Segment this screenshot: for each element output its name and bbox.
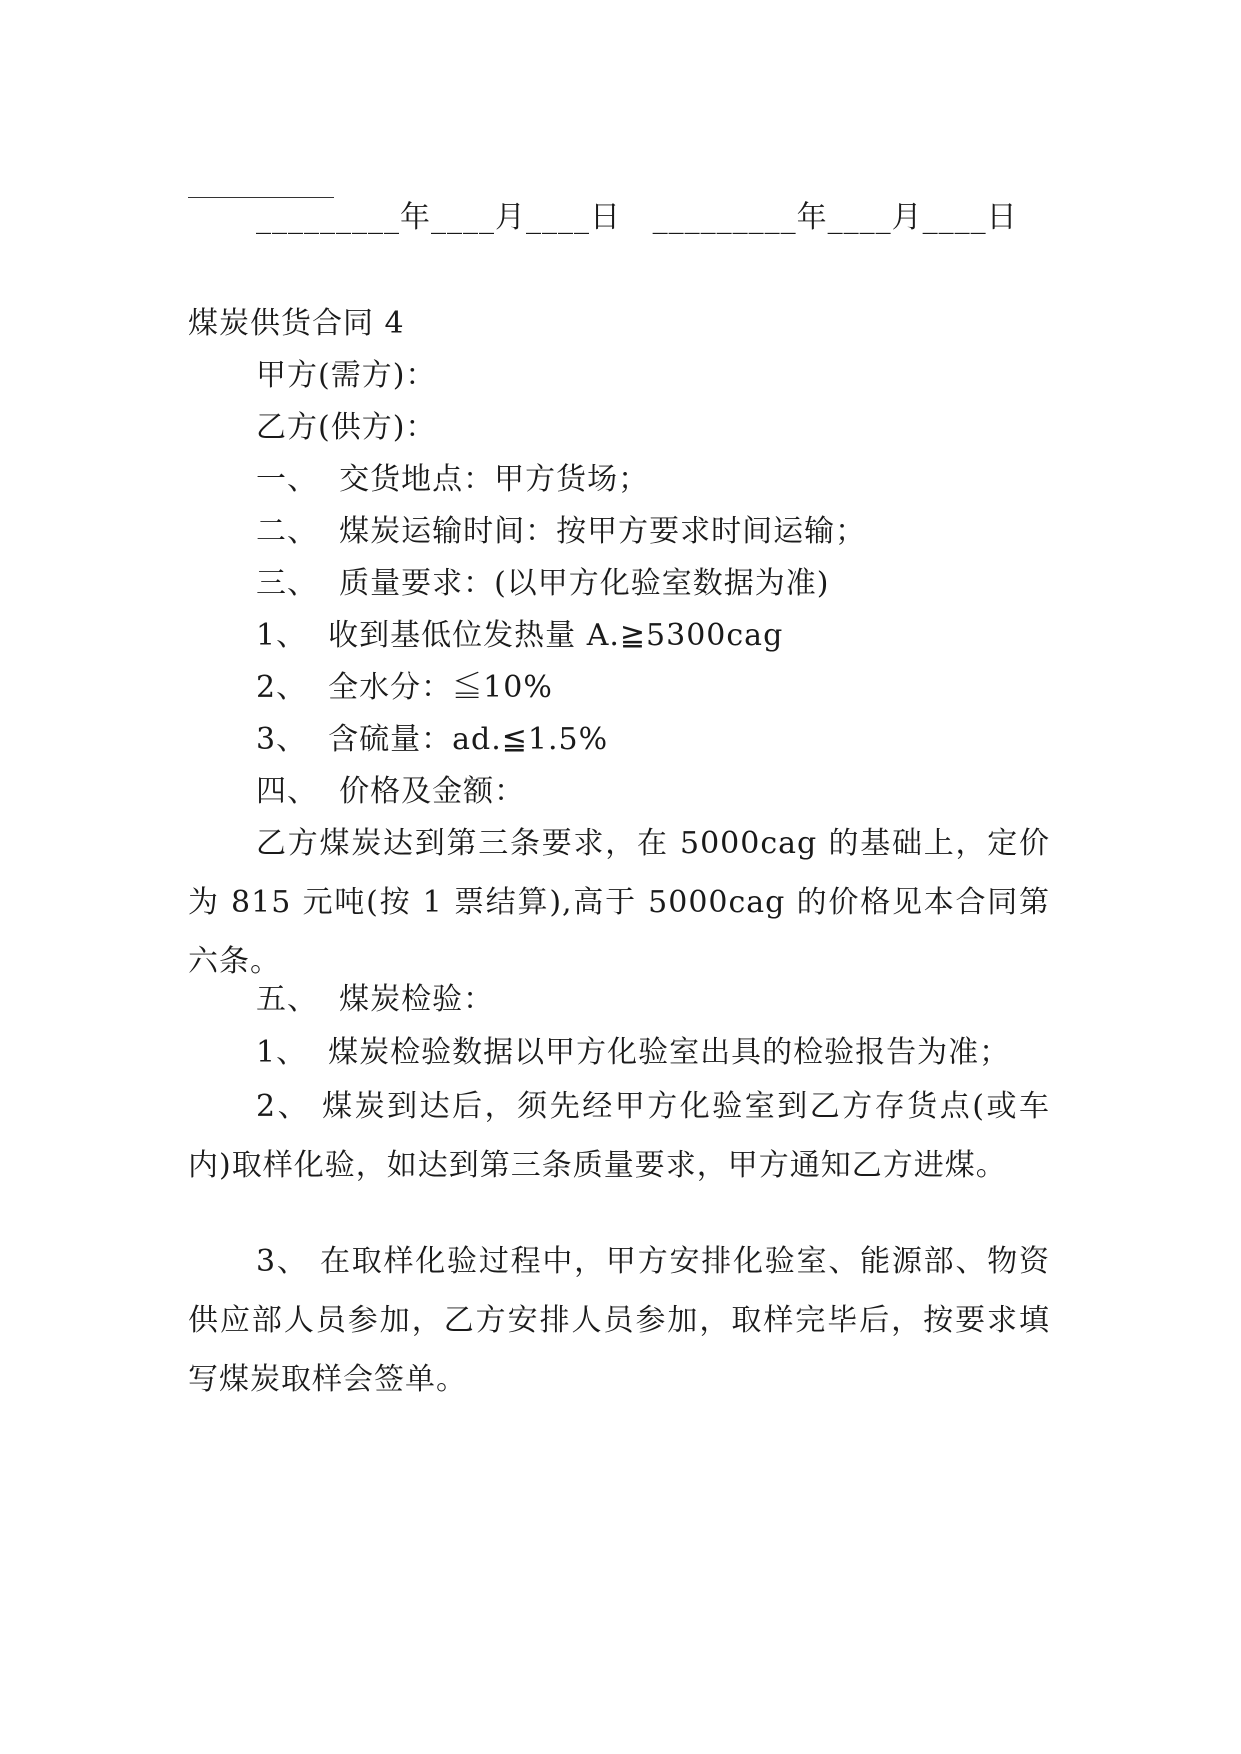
party-a-line: 甲方(需方)：: [256, 358, 437, 393]
inspection-item-1: 1、 煤炭检验数据以甲方化验室出具的检验报告为准；: [256, 1035, 1011, 1070]
quality-item-moisture: 2、 全水分：≦10%: [256, 670, 553, 705]
price-paragraph: 乙方煤炭达到第三条要求，在 5000cag 的基础上，定价为 815 元吨(按 1 票结算),高于 5000cag 的价格见本合同第六条。: [188, 826, 1050, 979]
clause-transport-time: 二、 煤炭运输时间：按甲方要求时间运输；: [256, 514, 867, 549]
clause-inspection: 五、 煤炭检验：: [256, 982, 495, 1017]
clause-quality: 三、 质量要求：(以甲方化验室数据为准): [256, 566, 830, 601]
quality-item-sulfur: 3、 含硫量：ad.≦1.5%: [256, 722, 609, 757]
date-line: _________年____月____日 _________年____月____日: [256, 200, 1018, 235]
inspection-item-3: 3、 在取样化验过程中，甲方安排化验室、能源部、物资供应部人员参加，乙方安排人员参加，取样完毕后，按要求填写煤炭取样会签单。: [188, 1244, 1050, 1397]
party-b-line: 乙方(供方)：: [256, 410, 437, 445]
clause-price: 四、 价格及金额：: [256, 774, 526, 809]
clause-delivery-location: 一、 交货地点：甲方货场；: [256, 462, 650, 497]
inspection-item-2: 2、 煤炭到达后，须先经甲方化验室到乙方存货点(或车内)取样化验，如达到第三条质量要求，甲方通知乙方进煤。: [188, 1089, 1050, 1183]
contract-title: 煤炭供货合同 4: [188, 306, 405, 341]
quality-item-heat: 1、 收到基低位发热量 A.≧5300cag: [256, 618, 784, 653]
